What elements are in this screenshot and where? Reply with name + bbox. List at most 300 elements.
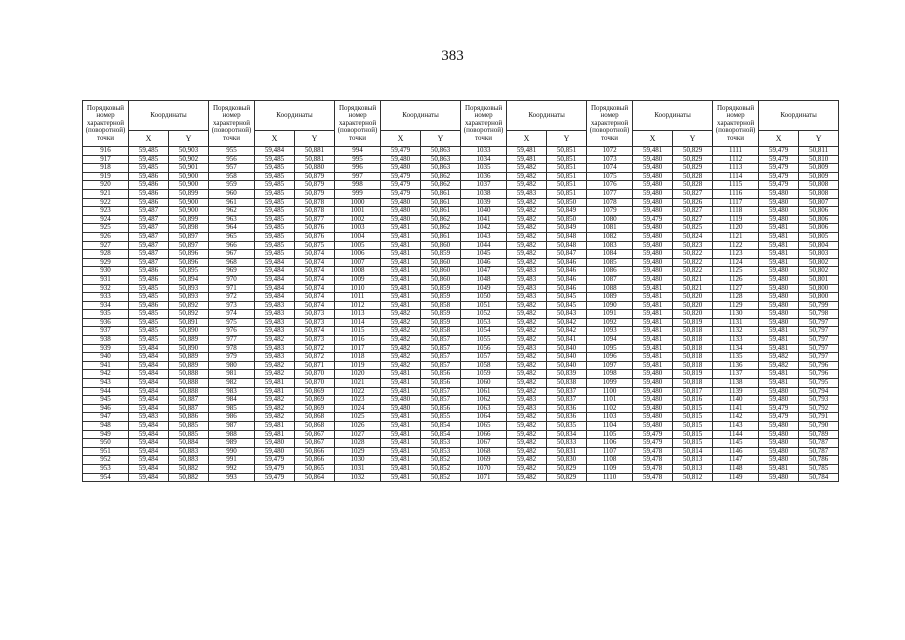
point-number-cell: 1061 — [461, 387, 507, 396]
coord-y-cell: 50,864 — [295, 473, 335, 482]
coord-x-cell: 59,482 — [507, 379, 547, 388]
point-number-cell: 937 — [83, 327, 129, 336]
point-number-cell: 988 — [209, 430, 255, 439]
coord-x-cell: 59,479 — [633, 439, 673, 448]
coord-x-cell: 59,479 — [759, 155, 799, 164]
point-number-cell: 1135 — [713, 353, 759, 362]
point-number-cell: 992 — [209, 464, 255, 473]
point-number-cell: 1035 — [461, 164, 507, 173]
point-number-cell: 1033 — [461, 147, 507, 156]
coord-y-cell: 50,857 — [421, 336, 461, 345]
coord-y-cell: 50,900 — [169, 198, 209, 207]
coord-x-cell: 59,482 — [507, 164, 547, 173]
coord-y-cell: 50,862 — [421, 215, 461, 224]
coord-y-cell: 50,885 — [169, 430, 209, 439]
coord-y-cell: 50,863 — [421, 164, 461, 173]
coord-y-cell: 50,855 — [421, 413, 461, 422]
point-number-cell: 947 — [83, 413, 129, 422]
point-number-cell: 1077 — [587, 189, 633, 198]
coord-x-cell: 59,487 — [129, 224, 169, 233]
point-number-cell: 1097 — [587, 361, 633, 370]
coord-x-cell: 59,481 — [255, 430, 295, 439]
coord-x-cell: 59,482 — [381, 353, 421, 362]
point-number-cell: 1020 — [335, 370, 381, 379]
coord-x-cell: 59,482 — [507, 181, 547, 190]
coord-x-cell: 59,484 — [255, 275, 295, 284]
coord-x-cell: 59,485 — [129, 284, 169, 293]
coord-x-cell: 59,481 — [381, 387, 421, 396]
coord-y-cell: 50,848 — [547, 232, 587, 241]
coord-y-cell: 50,820 — [673, 310, 713, 319]
header-point-number: Порядковый номер характерной (поворотной) точки — [83, 101, 129, 147]
coord-y-cell: 50,895 — [169, 267, 209, 276]
header-point-number: Порядковый номер характерной (поворотной) точки — [461, 101, 507, 147]
coord-x-cell: 59,483 — [255, 310, 295, 319]
coord-y-cell: 50,806 — [799, 215, 839, 224]
point-number-cell: 945 — [83, 396, 129, 405]
coord-y-cell: 50,859 — [421, 293, 461, 302]
coord-y-cell: 50,785 — [799, 464, 839, 473]
point-number-cell: 918 — [83, 164, 129, 173]
coord-y-cell: 50,842 — [547, 318, 587, 327]
coord-y-cell: 50,801 — [799, 275, 839, 284]
point-number-cell: 973 — [209, 301, 255, 310]
coord-y-cell: 50,814 — [673, 447, 713, 456]
coord-y-cell: 50,829 — [673, 164, 713, 173]
coord-y-cell: 50,795 — [799, 379, 839, 388]
coord-y-cell: 50,850 — [547, 198, 587, 207]
point-number-cell: 1115 — [713, 181, 759, 190]
coord-y-cell: 50,873 — [295, 336, 335, 345]
point-number-cell: 1050 — [461, 293, 507, 302]
coord-x-cell: 59,479 — [759, 413, 799, 422]
coord-y-cell: 50,851 — [547, 172, 587, 181]
coord-y-cell: 50,889 — [169, 336, 209, 345]
coord-x-cell: 59,481 — [507, 155, 547, 164]
coord-x-cell: 59,480 — [633, 387, 673, 396]
coord-x-cell: 59,479 — [381, 189, 421, 198]
coord-x-cell: 59,486 — [129, 301, 169, 310]
point-number-cell: 934 — [83, 301, 129, 310]
coord-x-cell: 59,480 — [759, 310, 799, 319]
coord-x-cell: 59,480 — [381, 164, 421, 173]
point-number-cell: 1102 — [587, 404, 633, 413]
point-number-cell: 1104 — [587, 422, 633, 431]
point-number-cell: 1083 — [587, 241, 633, 250]
coord-x-cell: 59,485 — [255, 224, 295, 233]
coord-y-cell: 50,879 — [295, 181, 335, 190]
coord-x-cell: 59,480 — [759, 456, 799, 465]
coord-x-cell: 59,483 — [255, 301, 295, 310]
point-number-cell: 1037 — [461, 181, 507, 190]
coord-y-cell: 50,900 — [169, 207, 209, 216]
point-number-cell: 1041 — [461, 215, 507, 224]
coord-x-cell: 59,479 — [255, 456, 295, 465]
coord-x-cell: 59,481 — [759, 344, 799, 353]
coord-x-cell: 59,481 — [381, 232, 421, 241]
point-number-cell: 1074 — [587, 164, 633, 173]
coord-y-cell: 50,792 — [799, 404, 839, 413]
point-number-cell: 1028 — [335, 439, 381, 448]
coord-y-cell: 50,819 — [673, 370, 713, 379]
coord-x-cell: 59,481 — [381, 456, 421, 465]
point-number-cell: 1091 — [587, 310, 633, 319]
coord-x-cell: 59,483 — [129, 413, 169, 422]
coord-x-cell: 59,480 — [633, 422, 673, 431]
page-number: 383 — [441, 48, 464, 64]
coord-x-cell: 59,480 — [633, 404, 673, 413]
coord-x-cell: 59,484 — [129, 473, 169, 482]
point-number-cell: 960 — [209, 189, 255, 198]
coord-x-cell: 59,480 — [381, 198, 421, 207]
coord-y-cell: 50,807 — [799, 198, 839, 207]
coord-x-cell: 59,480 — [633, 250, 673, 259]
coord-y-cell: 50,829 — [673, 147, 713, 156]
point-number-cell: 1131 — [713, 318, 759, 327]
coord-x-cell: 59,481 — [381, 439, 421, 448]
point-number-cell: 954 — [83, 473, 129, 482]
coord-y-cell: 50,822 — [673, 250, 713, 259]
coord-x-cell: 59,482 — [759, 361, 799, 370]
coord-x-cell: 59,480 — [759, 396, 799, 405]
coord-y-cell: 50,859 — [421, 284, 461, 293]
point-number-cell: 930 — [83, 267, 129, 276]
coord-y-cell: 50,852 — [421, 456, 461, 465]
point-number-cell: 1145 — [713, 439, 759, 448]
coord-y-cell: 50,789 — [799, 430, 839, 439]
coord-y-cell: 50,802 — [799, 267, 839, 276]
coord-y-cell: 50,883 — [169, 447, 209, 456]
coord-y-cell: 50,784 — [799, 473, 839, 482]
coord-x-cell: 59,482 — [507, 258, 547, 267]
point-number-cell: 926 — [83, 232, 129, 241]
coord-y-cell: 50,813 — [673, 456, 713, 465]
point-number-cell: 1141 — [713, 404, 759, 413]
coord-y-cell: 50,899 — [169, 215, 209, 224]
point-number-cell: 1064 — [461, 413, 507, 422]
point-number-cell: 931 — [83, 275, 129, 284]
coord-x-cell: 59,481 — [255, 422, 295, 431]
point-number-cell: 1079 — [587, 207, 633, 216]
coord-y-cell: 50,869 — [295, 404, 335, 413]
coord-y-cell: 50,866 — [295, 447, 335, 456]
coord-y-cell: 50,859 — [421, 250, 461, 259]
coord-x-cell: 59,480 — [759, 275, 799, 284]
coord-y-cell: 50,804 — [799, 241, 839, 250]
table-body — [83, 147, 839, 482]
table-row — [83, 232, 839, 241]
coord-x-cell: 59,481 — [633, 293, 673, 302]
coord-y-cell: 50,868 — [295, 422, 335, 431]
table-row — [83, 207, 839, 216]
coord-x-cell: 59,480 — [633, 189, 673, 198]
coord-x-cell: 59,481 — [633, 344, 673, 353]
coord-y-cell: 50,857 — [421, 353, 461, 362]
coord-x-cell: 59,485 — [255, 198, 295, 207]
point-number-cell: 1126 — [713, 275, 759, 284]
coord-x-cell: 59,485 — [129, 164, 169, 173]
coord-x-cell: 59,484 — [255, 258, 295, 267]
point-number-cell: 1142 — [713, 413, 759, 422]
header-x: X — [129, 131, 169, 147]
point-number-cell: 961 — [209, 198, 255, 207]
coord-x-cell: 59,481 — [381, 258, 421, 267]
point-number-cell: 1069 — [461, 456, 507, 465]
header-point-number: Порядковый номер характерной (поворотной) точки — [209, 101, 255, 147]
point-number-cell: 1024 — [335, 404, 381, 413]
point-number-cell: 1021 — [335, 379, 381, 388]
point-number-cell: 1093 — [587, 327, 633, 336]
point-number-cell: 1078 — [587, 198, 633, 207]
coord-x-cell: 59,481 — [633, 336, 673, 345]
coord-y-cell: 50,876 — [295, 232, 335, 241]
coord-y-cell: 50,878 — [295, 207, 335, 216]
coord-y-cell: 50,820 — [673, 293, 713, 302]
coord-x-cell: 59,480 — [255, 439, 295, 448]
table-row — [83, 241, 839, 250]
point-number-cell: 1018 — [335, 353, 381, 362]
coord-x-cell: 59,483 — [507, 284, 547, 293]
point-number-cell: 939 — [83, 344, 129, 353]
coord-x-cell: 59,479 — [633, 215, 673, 224]
coord-y-cell: 50,892 — [169, 310, 209, 319]
coord-y-cell: 50,805 — [799, 232, 839, 241]
table-row — [83, 172, 839, 181]
point-number-cell: 986 — [209, 413, 255, 422]
coord-y-cell: 50,847 — [547, 250, 587, 259]
coord-x-cell: 59,480 — [759, 293, 799, 302]
coord-x-cell: 59,479 — [255, 464, 295, 473]
coord-x-cell: 59,480 — [633, 275, 673, 284]
coord-x-cell: 59,485 — [129, 327, 169, 336]
point-number-cell: 1094 — [587, 336, 633, 345]
point-number-cell: 1137 — [713, 370, 759, 379]
coord-x-cell: 59,483 — [507, 404, 547, 413]
coord-x-cell: 59,479 — [633, 430, 673, 439]
coord-x-cell: 59,481 — [759, 464, 799, 473]
coord-x-cell: 59,487 — [129, 232, 169, 241]
coord-y-cell: 50,818 — [673, 361, 713, 370]
coord-y-cell: 50,802 — [799, 258, 839, 267]
point-number-cell: 1059 — [461, 370, 507, 379]
coord-x-cell: 59,480 — [633, 258, 673, 267]
coord-x-cell: 59,481 — [381, 464, 421, 473]
coord-x-cell: 59,487 — [129, 250, 169, 259]
coord-y-cell: 50,809 — [799, 164, 839, 173]
coord-y-cell: 50,861 — [421, 189, 461, 198]
point-number-cell: 964 — [209, 224, 255, 233]
coord-x-cell: 59,478 — [633, 456, 673, 465]
coord-x-cell: 59,482 — [381, 361, 421, 370]
coord-x-cell: 59,484 — [129, 370, 169, 379]
point-number-cell: 920 — [83, 181, 129, 190]
point-number-cell: 1149 — [713, 473, 759, 482]
point-number-cell: 943 — [83, 379, 129, 388]
point-number-cell: 1045 — [461, 250, 507, 259]
coord-y-cell: 50,828 — [673, 181, 713, 190]
point-number-cell: 1136 — [713, 361, 759, 370]
coord-y-cell: 50,862 — [421, 172, 461, 181]
point-number-cell: 1086 — [587, 267, 633, 276]
coord-y-cell: 50,836 — [547, 404, 587, 413]
point-number-cell: 956 — [209, 155, 255, 164]
coord-y-cell: 50,898 — [169, 224, 209, 233]
coord-y-cell: 50,892 — [169, 301, 209, 310]
point-number-cell: 1049 — [461, 284, 507, 293]
coord-y-cell: 50,813 — [673, 464, 713, 473]
coord-x-cell: 59,483 — [507, 396, 547, 405]
coord-y-cell: 50,873 — [295, 310, 335, 319]
point-number-cell: 1124 — [713, 258, 759, 267]
point-number-cell: 1123 — [713, 250, 759, 259]
coord-y-cell: 50,829 — [547, 464, 587, 473]
point-number-cell: 1001 — [335, 207, 381, 216]
coord-x-cell: 59,484 — [129, 379, 169, 388]
coord-x-cell: 59,484 — [129, 404, 169, 413]
point-number-cell: 1012 — [335, 301, 381, 310]
coord-x-cell: 59,481 — [759, 379, 799, 388]
coord-y-cell: 50,809 — [799, 172, 839, 181]
point-number-cell: 1076 — [587, 181, 633, 190]
point-number-cell: 972 — [209, 293, 255, 302]
table-row — [83, 379, 839, 388]
point-number-cell: 989 — [209, 439, 255, 448]
coord-y-cell: 50,874 — [295, 267, 335, 276]
point-number-cell: 1057 — [461, 353, 507, 362]
coord-y-cell: 50,877 — [295, 215, 335, 224]
coord-y-cell: 50,822 — [673, 258, 713, 267]
coord-y-cell: 50,886 — [169, 413, 209, 422]
coord-y-cell: 50,858 — [421, 301, 461, 310]
coord-x-cell: 59,485 — [255, 232, 295, 241]
coordinates-table — [82, 100, 839, 482]
coord-x-cell: 59,482 — [381, 336, 421, 345]
coord-y-cell: 50,858 — [421, 327, 461, 336]
coord-y-cell: 50,845 — [547, 301, 587, 310]
coord-y-cell: 50,871 — [295, 361, 335, 370]
coord-x-cell: 59,480 — [759, 189, 799, 198]
coord-x-cell: 59,479 — [759, 147, 799, 156]
coord-y-cell: 50,815 — [673, 422, 713, 431]
coord-x-cell: 59,479 — [381, 181, 421, 190]
coord-x-cell: 59,480 — [633, 224, 673, 233]
point-number-cell: 963 — [209, 215, 255, 224]
coord-y-cell: 50,879 — [295, 172, 335, 181]
point-number-cell: 916 — [83, 147, 129, 156]
point-number-cell: 936 — [83, 318, 129, 327]
point-number-cell: 923 — [83, 207, 129, 216]
coord-x-cell: 59,482 — [507, 413, 547, 422]
coord-y-cell: 50,882 — [169, 473, 209, 482]
coord-y-cell: 50,817 — [673, 387, 713, 396]
coord-y-cell: 50,850 — [547, 215, 587, 224]
coord-y-cell: 50,819 — [673, 318, 713, 327]
point-number-cell: 927 — [83, 241, 129, 250]
point-number-cell: 990 — [209, 447, 255, 456]
point-number-cell: 1015 — [335, 327, 381, 336]
point-number-cell: 1063 — [461, 404, 507, 413]
coord-x-cell: 59,480 — [381, 404, 421, 413]
coord-x-cell: 59,481 — [381, 267, 421, 276]
coord-y-cell: 50,870 — [295, 379, 335, 388]
coord-x-cell: 59,483 — [507, 267, 547, 276]
point-number-cell: 941 — [83, 361, 129, 370]
coord-x-cell: 59,485 — [255, 189, 295, 198]
point-number-cell: 976 — [209, 327, 255, 336]
coord-y-cell: 50,896 — [169, 258, 209, 267]
coord-x-cell: 59,480 — [381, 396, 421, 405]
point-number-cell: 1011 — [335, 293, 381, 302]
coord-x-cell: 59,482 — [507, 439, 547, 448]
coord-x-cell: 59,482 — [255, 370, 295, 379]
coord-x-cell: 59,483 — [507, 275, 547, 284]
point-number-cell: 921 — [83, 189, 129, 198]
coord-x-cell: 59,482 — [507, 172, 547, 181]
point-number-cell: 983 — [209, 387, 255, 396]
table-row — [83, 447, 839, 456]
coord-x-cell: 59,480 — [633, 241, 673, 250]
coord-x-cell: 59,481 — [759, 250, 799, 259]
coord-y-cell: 50,879 — [295, 189, 335, 198]
point-number-cell: 1089 — [587, 293, 633, 302]
coord-y-cell: 50,797 — [799, 318, 839, 327]
header-x: X — [507, 131, 547, 147]
point-number-cell: 1107 — [587, 447, 633, 456]
coord-y-cell: 50,862 — [421, 181, 461, 190]
point-number-cell: 1029 — [335, 447, 381, 456]
table-row — [83, 370, 839, 379]
coord-y-cell: 50,874 — [295, 250, 335, 259]
coord-y-cell: 50,827 — [673, 215, 713, 224]
point-number-cell: 953 — [83, 464, 129, 473]
coord-x-cell: 59,483 — [507, 344, 547, 353]
point-number-cell: 970 — [209, 275, 255, 284]
point-number-cell: 925 — [83, 224, 129, 233]
point-number-cell: 946 — [83, 404, 129, 413]
coord-x-cell: 59,484 — [129, 387, 169, 396]
point-number-cell: 1075 — [587, 172, 633, 181]
coord-y-cell: 50,799 — [799, 301, 839, 310]
point-number-cell: 1098 — [587, 370, 633, 379]
coord-y-cell: 50,849 — [547, 224, 587, 233]
coord-x-cell: 59,481 — [633, 310, 673, 319]
point-number-cell: 957 — [209, 164, 255, 173]
coord-y-cell: 50,797 — [799, 344, 839, 353]
table-row — [83, 164, 839, 173]
table-row — [83, 275, 839, 284]
coord-x-cell: 59,480 — [759, 267, 799, 276]
header-x: X — [759, 131, 799, 147]
table-row — [83, 267, 839, 276]
table-row — [83, 250, 839, 259]
coord-x-cell: 59,482 — [759, 353, 799, 362]
coord-x-cell: 59,486 — [129, 181, 169, 190]
coord-y-cell: 50,851 — [547, 164, 587, 173]
point-number-cell: 1121 — [713, 232, 759, 241]
coord-x-cell: 59,481 — [381, 473, 421, 482]
point-number-cell: 924 — [83, 215, 129, 224]
point-number-cell: 958 — [209, 172, 255, 181]
point-number-cell: 1031 — [335, 464, 381, 473]
coord-x-cell: 59,480 — [759, 215, 799, 224]
coord-y-cell: 50,824 — [673, 232, 713, 241]
point-number-cell: 1087 — [587, 275, 633, 284]
point-number-cell: 984 — [209, 396, 255, 405]
point-number-cell: 1114 — [713, 172, 759, 181]
coord-x-cell: 59,481 — [381, 224, 421, 233]
coord-x-cell: 59,484 — [129, 439, 169, 448]
table-row — [83, 387, 839, 396]
